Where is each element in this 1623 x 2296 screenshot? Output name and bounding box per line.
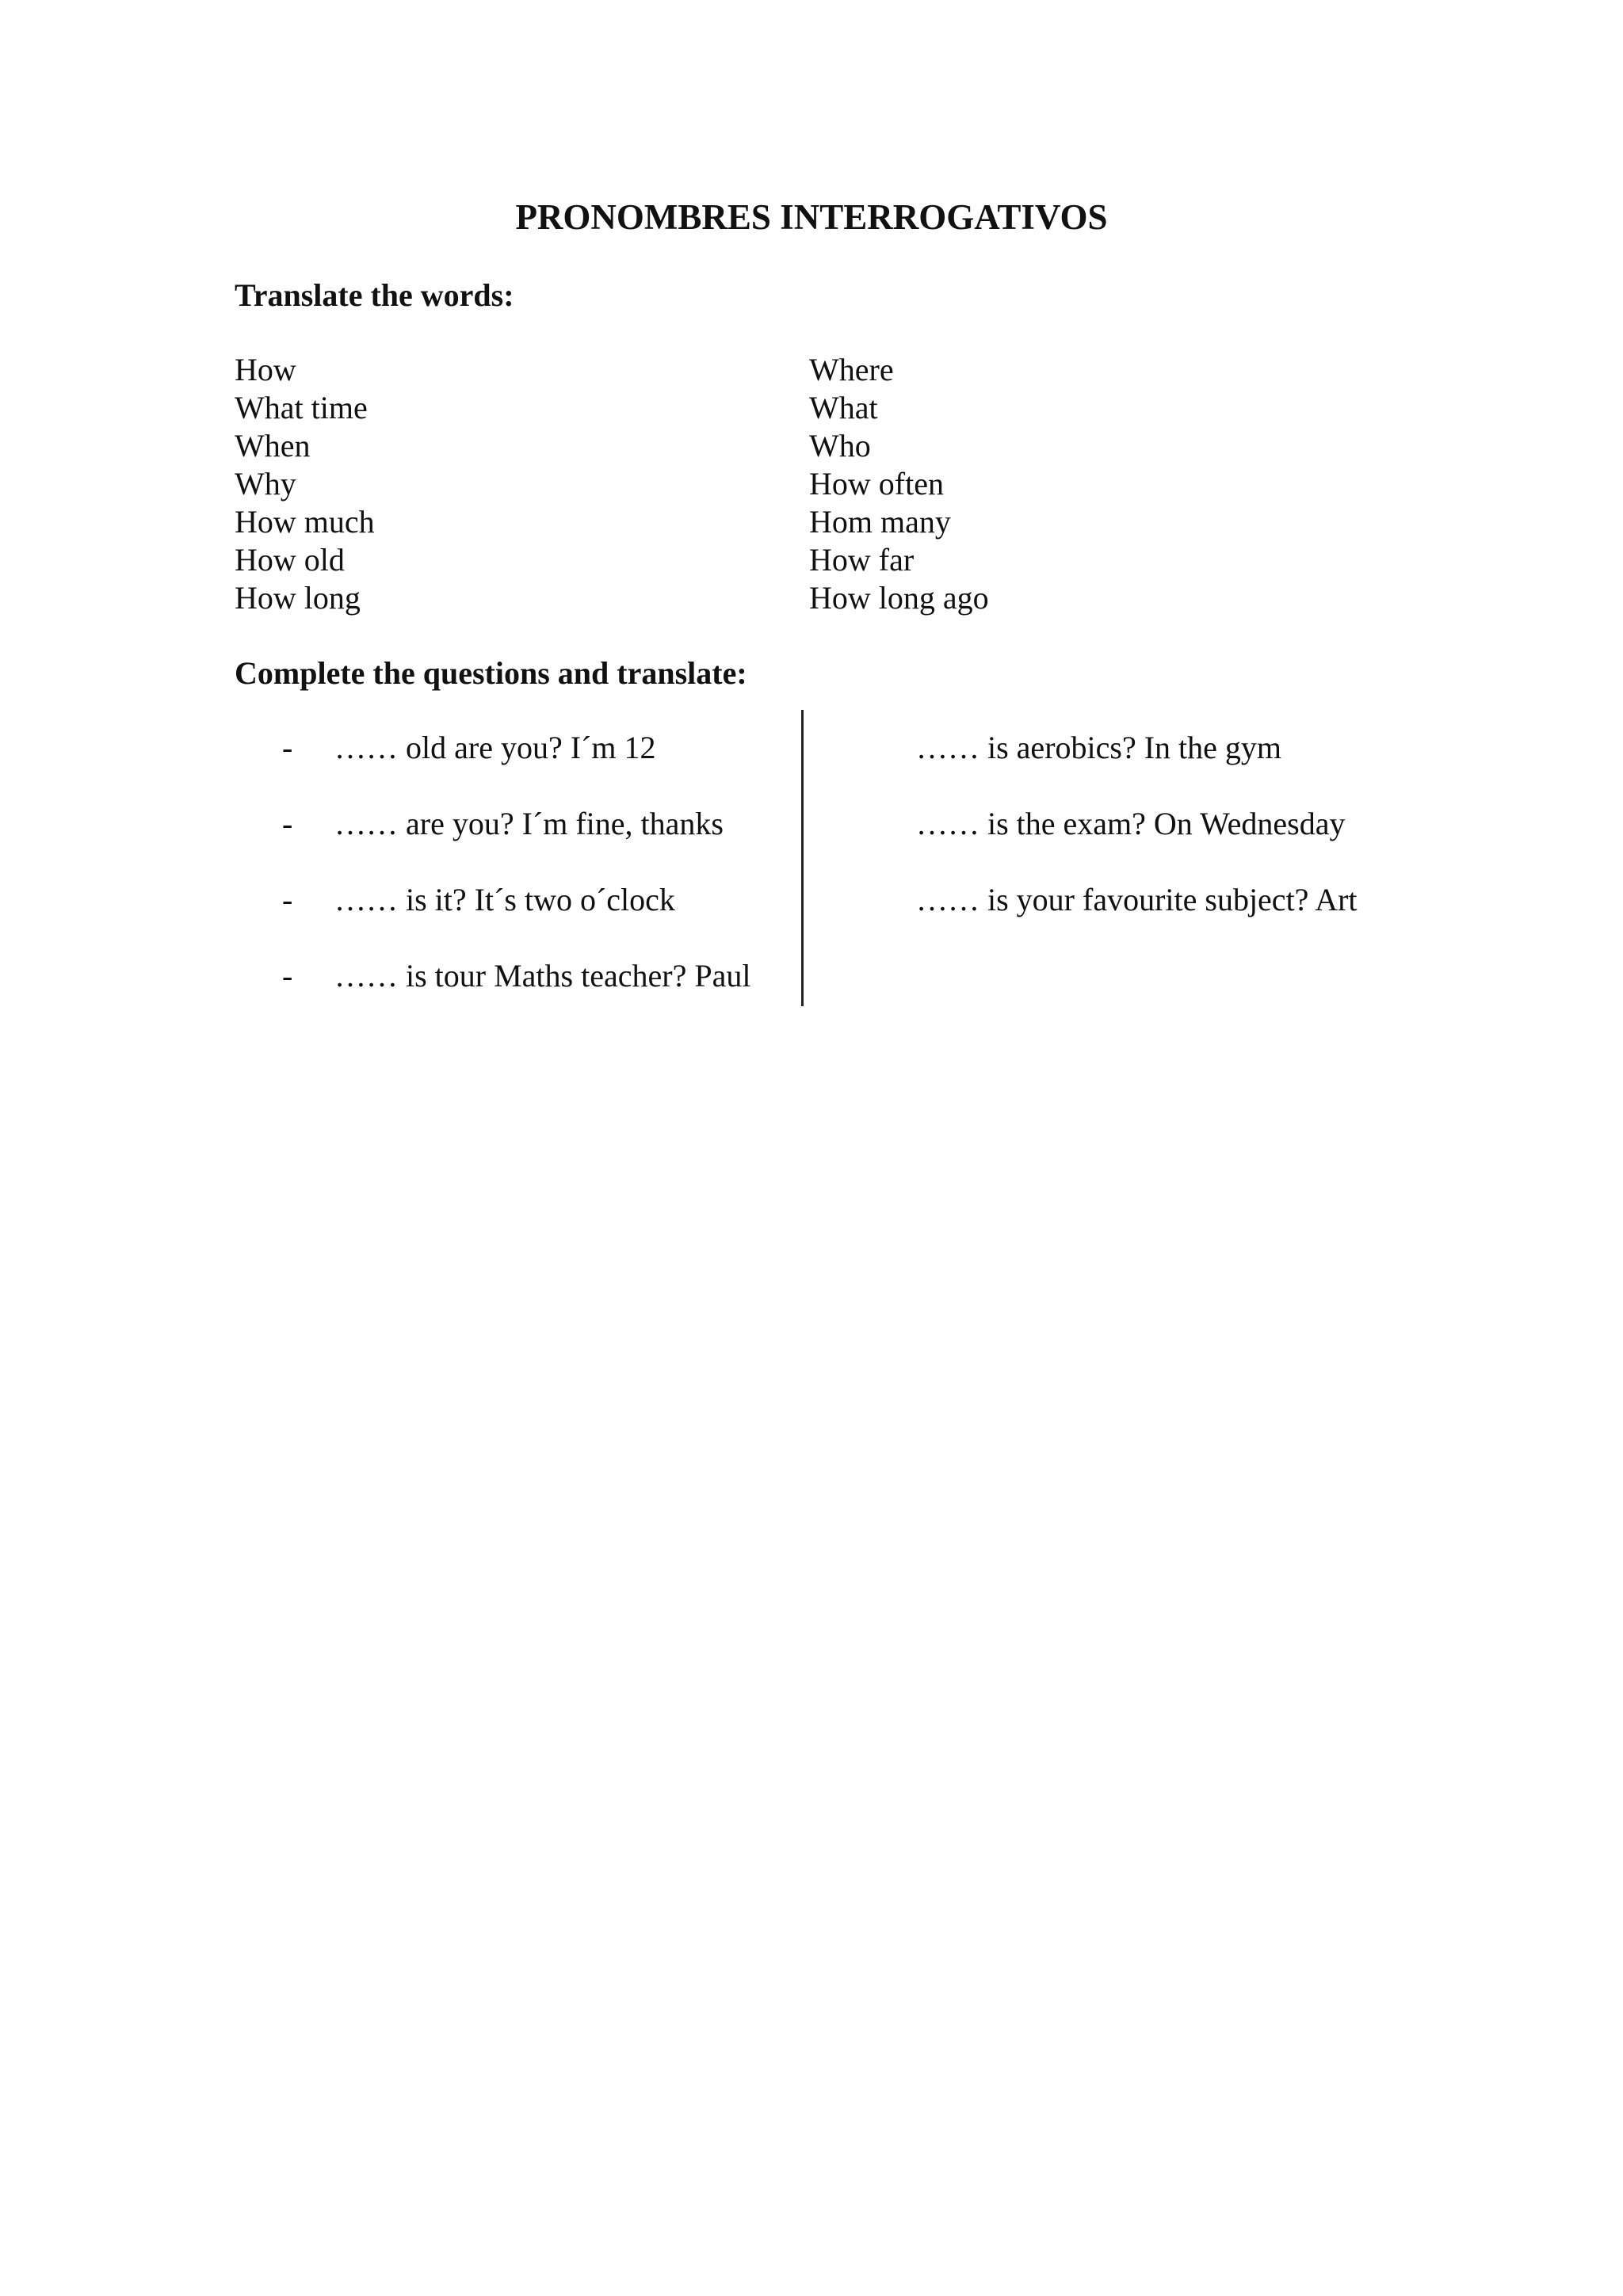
word-item: Who bbox=[809, 428, 871, 463]
word-list-right bbox=[809, 351, 989, 617]
word-item: How long ago bbox=[809, 580, 989, 616]
word-item: How far bbox=[809, 542, 915, 578]
word-item: Why bbox=[235, 466, 296, 502]
question-list-left bbox=[282, 710, 750, 1014]
question-text: …… are you? I´m fine, thanks bbox=[334, 806, 724, 841]
question-item bbox=[282, 938, 750, 1014]
word-item: Where bbox=[809, 352, 894, 387]
word-list-left bbox=[235, 351, 375, 617]
word-item: What bbox=[809, 390, 878, 425]
dash-bullet: - bbox=[282, 806, 293, 841]
translate-words-heading: Translate the words: bbox=[235, 277, 514, 313]
word-item: Hom many bbox=[809, 504, 951, 540]
question-list-right bbox=[916, 710, 1358, 938]
question-text: …… is tour Maths teacher? Paul bbox=[334, 958, 751, 994]
word-item: How long bbox=[235, 580, 361, 616]
question-item: …… is the exam? On Wednesday bbox=[916, 806, 1346, 841]
dash-bullet: - bbox=[282, 958, 293, 994]
question-item bbox=[282, 710, 750, 786]
word-item: When bbox=[235, 428, 311, 463]
question-item bbox=[282, 862, 750, 938]
question-text: …… old are you? I´m 12 bbox=[334, 730, 656, 765]
question-item bbox=[282, 786, 750, 862]
word-item: How bbox=[235, 352, 296, 387]
question-item: …… is your favourite subject? Art bbox=[916, 882, 1358, 917]
page-title: PRONOMBRES INTERROGATIVOS bbox=[515, 197, 1108, 237]
column-divider bbox=[801, 710, 804, 1006]
question-text: …… is it? It´s two o´clock bbox=[334, 882, 675, 917]
word-item: What time bbox=[235, 390, 368, 425]
word-item: How often bbox=[809, 466, 944, 502]
dash-bullet: - bbox=[282, 730, 293, 765]
word-item: How old bbox=[235, 542, 345, 578]
dash-bullet: - bbox=[282, 882, 293, 917]
question-item: …… is aerobics? In the gym bbox=[916, 730, 1281, 765]
complete-questions-heading: Complete the questions and translate: bbox=[235, 655, 747, 691]
word-item: How much bbox=[235, 504, 375, 540]
